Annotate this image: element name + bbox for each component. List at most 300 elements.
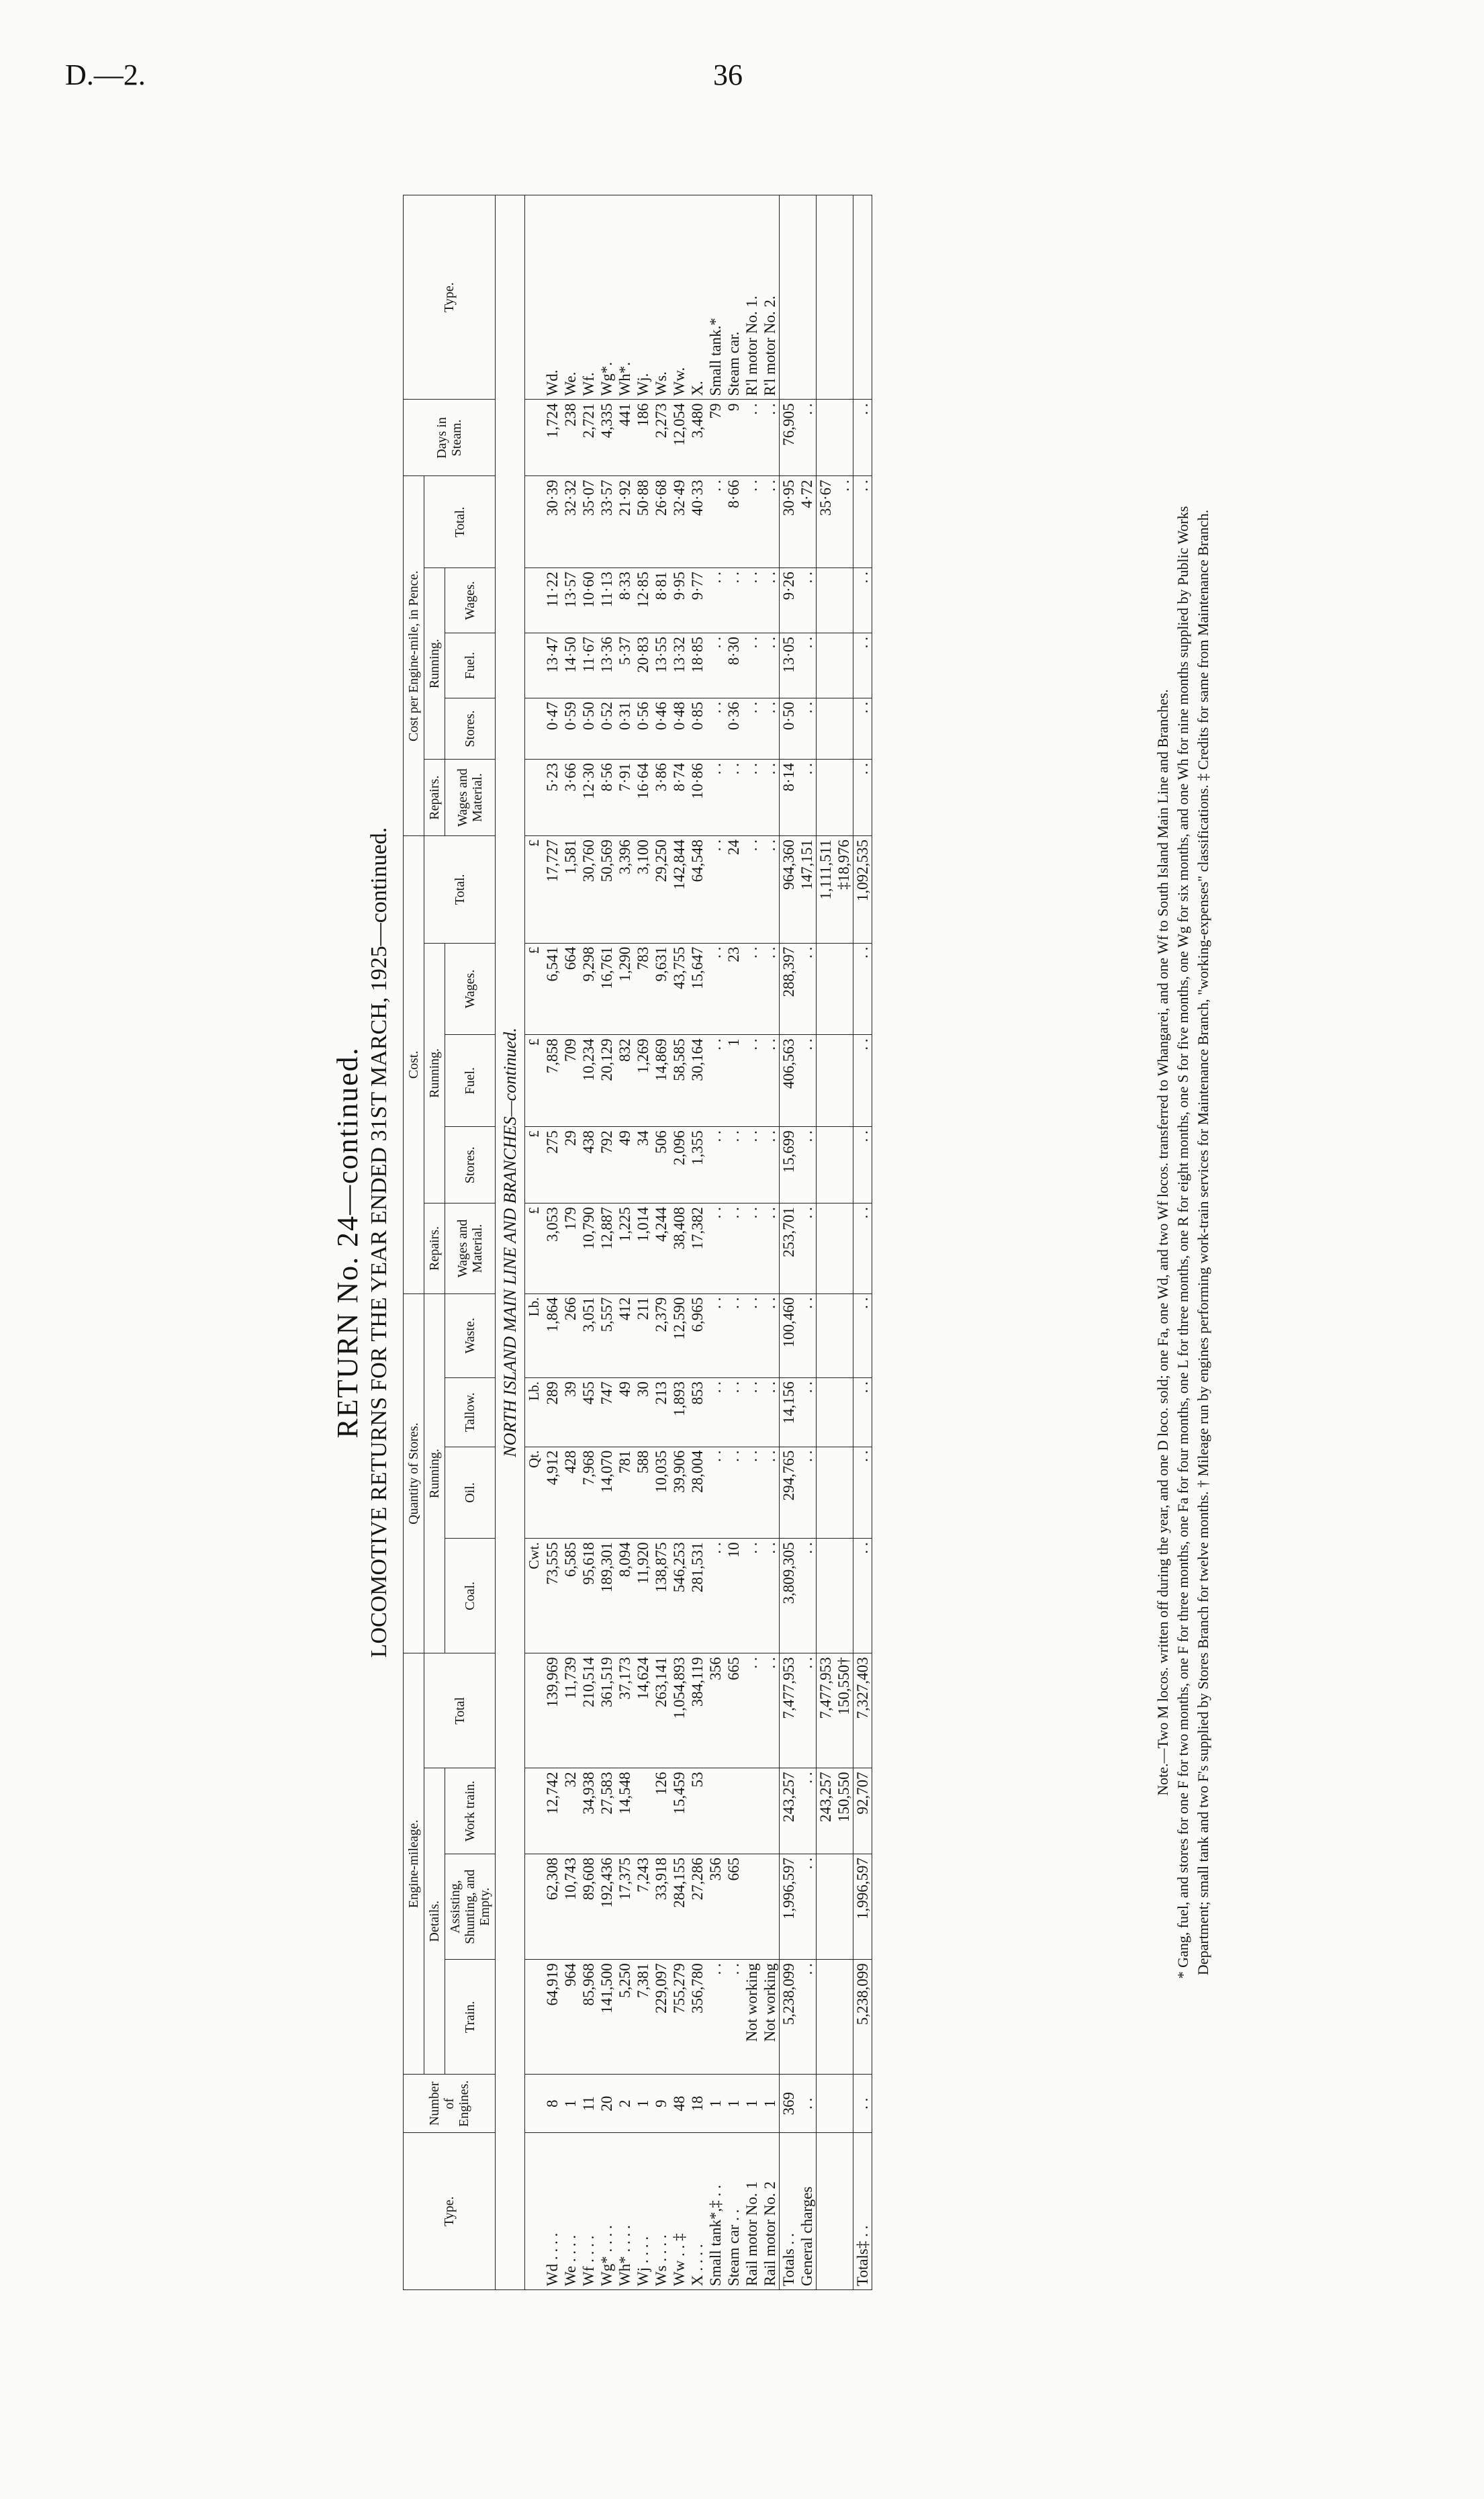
cell-c-tot: . . (761, 836, 780, 944)
section-row (496, 195, 525, 2290)
cell-c-sto: 792 (598, 1127, 616, 1203)
cell-type-r (780, 195, 798, 400)
cell-type: Wj . . . . (634, 2133, 652, 2290)
cell-type: Rail motor No. 2 (761, 2133, 780, 2290)
cell-type-r (835, 195, 853, 400)
cell-oil: . . (706, 1447, 725, 1539)
cell-oil: 14,070 (598, 1447, 616, 1539)
cell-coal: 95,618 (579, 1539, 598, 1653)
unit-cell: £ (525, 943, 544, 1035)
cell-oil: . . (853, 1447, 872, 1539)
cell-assist: 356 (706, 1854, 725, 1959)
cell-c-sto: 506 (652, 1127, 670, 1203)
cell-days: 186 (634, 400, 652, 476)
cell-num: 8 (543, 2075, 561, 2133)
subtotal-row (817, 195, 835, 2290)
cell-assist: 284,155 (670, 1854, 688, 1959)
col-cost-wages: Wages. (445, 943, 496, 1035)
cell-type: Wh* . . . . (616, 2133, 634, 2290)
col-repairs: Repairs. (424, 1203, 445, 1293)
cell-p-tot: 21·92 (616, 476, 634, 568)
col-work-train: Work train. (445, 1768, 496, 1854)
cell-p-fuel: 8·30 (725, 633, 743, 698)
cell-coal: . . (761, 1539, 780, 1653)
cell-coal: 189,301 (598, 1539, 616, 1653)
cell-num: 18 (688, 2075, 706, 2133)
cell-coal: 11,920 (634, 1539, 652, 1653)
cell-p-rep: . . (853, 760, 872, 836)
col-pence-wages-material: Wages and Material. (445, 760, 496, 836)
cell-c-rep: . . (725, 1203, 743, 1293)
cell-c-sto: 2,096 (670, 1127, 688, 1203)
cell-c-sto: . . (743, 1127, 761, 1203)
col-pence-repairs: Repairs. (424, 760, 445, 836)
cell-c-wag: 288,397 (780, 943, 798, 1035)
cell-total: . . (761, 1653, 780, 1768)
cell-assist: 62,308 (543, 1854, 561, 1959)
table-row (561, 195, 579, 2290)
cell-tallow: 455 (579, 1378, 598, 1447)
cell-train: 755,279 (670, 1960, 688, 2075)
cell-total: 139,969 (543, 1653, 561, 1768)
cell-c-tot: . . (743, 836, 761, 944)
cell-c-fuel: 58,585 (670, 1035, 688, 1127)
cell-c-sto: 275 (543, 1127, 561, 1203)
cell-p-rep: . . (706, 760, 725, 836)
cell-p-fuel: . . (798, 633, 817, 698)
cell-num: 9 (652, 2075, 670, 2133)
cell-p-wag: . . (725, 568, 743, 633)
cell-type: Steam car . . (725, 2133, 743, 2290)
cell-c-wag: 664 (561, 943, 579, 1035)
cell-p-fuel: . . (706, 633, 725, 698)
cell-p-rep: 8·74 (670, 760, 688, 836)
cell-c-rep (835, 1203, 853, 1293)
cell-coal: 10 (725, 1539, 743, 1653)
cell-p-fuel: 5·37 (616, 633, 634, 698)
cell-coal (817, 1539, 835, 1653)
cell-work: 126 (652, 1768, 670, 1854)
cell-c-fuel: 406,563 (780, 1035, 798, 1127)
cell-c-tot: ‡18,976 (835, 836, 853, 944)
cell-total: . . (743, 1653, 761, 1768)
cell-work (761, 1768, 780, 1854)
cell-num: 1 (634, 2075, 652, 2133)
cell-c-wag: 1,290 (616, 943, 634, 1035)
cell-c-tot: 50,569 (598, 836, 616, 944)
cell-c-rep: . . (761, 1203, 780, 1293)
cell-c-wag: . . (798, 943, 817, 1035)
cell-p-wag: 11·13 (598, 568, 616, 633)
cell-c-wag: 23 (725, 943, 743, 1035)
cell-c-tot: 3,396 (616, 836, 634, 944)
col-pence-stores: Stores. (445, 698, 496, 759)
cell-c-tot: 3,100 (634, 836, 652, 944)
cell-c-wag (835, 943, 853, 1035)
unit-cell: Lb. (525, 1378, 544, 1447)
cell-c-tot: . . (706, 836, 725, 944)
cell-c-rep: 17,382 (688, 1203, 706, 1293)
cell-days: 238 (561, 400, 579, 476)
cell-c-sto: 438 (579, 1127, 598, 1203)
cell-p-fuel (835, 633, 853, 698)
cell-p-wag: 8·81 (652, 568, 670, 633)
cell-p-wag: 10·60 (579, 568, 598, 633)
cell-days: 1,724 (543, 400, 561, 476)
cell-c-sto: . . (853, 1127, 872, 1203)
cell-total: 7,327,403 (853, 1653, 872, 1768)
cell-total: 263,141 (652, 1653, 670, 1768)
cell-work: . . (798, 1768, 817, 1854)
cell-days: 3,480 (688, 400, 706, 476)
cell-days: 4,335 (598, 400, 616, 476)
cell-p-tot: 8·66 (725, 476, 743, 568)
cell-type-r: Wf. (579, 195, 598, 400)
cell-waste: . . (853, 1293, 872, 1377)
unit-cell: Lb. (525, 1293, 544, 1377)
cell-p-fuel: . . (743, 633, 761, 698)
cell-num: 2 (616, 2075, 634, 2133)
cell-train: 5,238,099 (853, 1960, 872, 2075)
cell-c-rep: 1,014 (634, 1203, 652, 1293)
cell-p-fuel (817, 633, 835, 698)
cell-p-tot: 35·67 (817, 476, 835, 568)
cell-c-wag: 783 (634, 943, 652, 1035)
cell-p-wag: 13·57 (561, 568, 579, 633)
cell-c-fuel: 7,858 (543, 1035, 561, 1127)
col-type: Type. (404, 2133, 496, 2290)
subtotal-row (835, 195, 853, 2290)
cell-tallow: 213 (652, 1378, 670, 1447)
return-title: RETURN No. 24—continued. (331, 1046, 364, 1439)
cell-train: 141,500 (598, 1960, 616, 2075)
cell-total: 11,739 (561, 1653, 579, 1768)
cell-c-rep: 179 (561, 1203, 579, 1293)
cell-oil: 588 (634, 1447, 652, 1539)
cell-work (725, 1768, 743, 1854)
cell-c-tot: 64,548 (688, 836, 706, 944)
table-row (634, 195, 652, 2290)
table-row (688, 195, 706, 2290)
cell-train (835, 1960, 853, 2075)
cell-assist: 7,243 (634, 1854, 652, 1959)
cell-type-r: We. (561, 195, 579, 400)
cell-p-sto: 0·52 (598, 698, 616, 759)
cell-type-r (798, 195, 817, 400)
cell-days (817, 400, 835, 476)
cell-p-wag (835, 568, 853, 633)
cell-num: . . (853, 2075, 872, 2133)
col-cost-per-mile: Cost per Engine-mile, in Pence. (404, 476, 424, 836)
table-row (598, 195, 616, 2290)
cell-p-fuel: 13·55 (652, 633, 670, 698)
col-cost-stores: Stores. (445, 1127, 496, 1203)
cell-type: Wg* . . . . (598, 2133, 616, 2290)
cell-p-sto: . . (743, 698, 761, 759)
col-oil: Oil. (445, 1447, 496, 1539)
cell-p-rep: 8·14 (780, 760, 798, 836)
cell-waste: 5,557 (598, 1293, 616, 1377)
cell-c-fuel (835, 1035, 853, 1127)
cell-type (817, 2133, 835, 2290)
cell-p-tot: 33·57 (598, 476, 616, 568)
cell-type: Totals . . (780, 2133, 798, 2290)
cell-c-rep: 253,701 (780, 1203, 798, 1293)
cell-c-wag: . . (853, 943, 872, 1035)
cell-c-fuel: . . (706, 1035, 725, 1127)
cell-work: 34,938 (579, 1768, 598, 1854)
cell-c-wag: 6,541 (543, 943, 561, 1035)
cell-num: . . (798, 2075, 817, 2133)
table-row (616, 195, 634, 2290)
cell-c-rep: . . (743, 1203, 761, 1293)
cell-coal: 138,875 (652, 1539, 670, 1653)
cell-c-rep: 1,225 (616, 1203, 634, 1293)
cell-p-fuel: 13·36 (598, 633, 616, 698)
cell-days: . . (743, 400, 761, 476)
cell-p-sto: . . (761, 698, 780, 759)
cell-c-tot: 29,250 (652, 836, 670, 944)
col-cost-running: Running. (424, 943, 445, 1203)
cell-train: . . (725, 1960, 743, 2075)
cell-waste: 12,590 (670, 1293, 688, 1377)
cell-p-sto: . . (853, 698, 872, 759)
col-cost: Cost. (404, 836, 424, 1294)
cell-oil: 781 (616, 1447, 634, 1539)
cell-num: 20 (598, 2075, 616, 2133)
cell-tallow: . . (725, 1378, 743, 1447)
cell-type-r (817, 195, 835, 400)
col-cost-wages-material: Wages and Material. (445, 1203, 496, 1293)
note-main: Note.—Two M locos. written off during the year, and one D loco. sold; one Fa, one Wd, and two Wf locos. transferred to Whangarei, and one Wf to South Island Main Line and Branches. (1154, 689, 1171, 1796)
col-quantity-of-stores: Quantity of Stores. (404, 1293, 424, 1653)
cell-total: 361,519 (598, 1653, 616, 1768)
cell-waste: 2,379 (652, 1293, 670, 1377)
cell-train: 64,919 (543, 1960, 561, 2075)
col-cost-total: Total. (424, 836, 496, 944)
cell-type: We . . . . (561, 2133, 579, 2290)
cell-p-wag: . . (798, 568, 817, 633)
return-subtitle: LOCOMOTIVE RETURNS FOR THE YEAR ENDED 31ST MARCH, 1925—continued. (367, 827, 391, 1658)
cell-train: 85,968 (579, 1960, 598, 2075)
cell-p-rep: . . (743, 760, 761, 836)
cell-p-wag: 12·85 (634, 568, 652, 633)
cell-train: 5,238,099 (780, 1960, 798, 2075)
cell-c-wag: 9,298 (579, 943, 598, 1035)
cell-tallow (817, 1378, 835, 1447)
cell-type-r: Wj. (634, 195, 652, 400)
cell-assist (743, 1854, 761, 1959)
table-row (543, 195, 561, 2290)
cell-oil: . . (725, 1447, 743, 1539)
cell-oil: 28,004 (688, 1447, 706, 1539)
cell-total: . . (798, 1653, 817, 1768)
cell-p-sto: 0·46 (652, 698, 670, 759)
cell-p-rep: 3·66 (561, 760, 579, 836)
cell-coal: 6,585 (561, 1539, 579, 1653)
cell-coal: 281,531 (688, 1539, 706, 1653)
cell-days: 2,273 (652, 400, 670, 476)
cell-train: Not working (743, 1960, 761, 2075)
cell-tallow: . . (853, 1378, 872, 1447)
cell-c-sto: . . (761, 1127, 780, 1203)
cell-num: 1 (725, 2075, 743, 2133)
cell-c-sto (835, 1127, 853, 1203)
cell-c-rep: 12,887 (598, 1203, 616, 1293)
cell-num (835, 2075, 853, 2133)
cell-c-tot: 964,360 (780, 836, 798, 944)
cell-oil: . . (743, 1447, 761, 1539)
cell-coal: 8,094 (616, 1539, 634, 1653)
cell-tallow: . . (706, 1378, 725, 1447)
cell-c-wag: . . (761, 943, 780, 1035)
cell-tallow: 853 (688, 1378, 706, 1447)
cell-p-fuel: . . (761, 633, 780, 698)
cell-c-tot: 24 (725, 836, 743, 944)
cell-days: . . (853, 400, 872, 476)
cell-p-rep: 5·23 (543, 760, 561, 836)
final-totals-row (853, 195, 872, 2290)
cell-c-rep: 10,790 (579, 1203, 598, 1293)
cell-assist: 665 (725, 1854, 743, 1959)
cell-type-r (853, 195, 872, 400)
cell-waste: 412 (616, 1293, 634, 1377)
cell-c-rep: . . (853, 1203, 872, 1293)
cell-coal: 546,253 (670, 1539, 688, 1653)
cell-p-wag: . . (853, 568, 872, 633)
cell-type-r: Ww. (670, 195, 688, 400)
cell-waste: 1,864 (543, 1293, 561, 1377)
cell-c-tot: 1,092,535 (853, 836, 872, 944)
cell-p-tot: . . (835, 476, 853, 568)
cell-work: 92,707 (853, 1768, 872, 1854)
cell-days: . . (798, 400, 817, 476)
cell-c-fuel: 709 (561, 1035, 579, 1127)
col-train: Train. (445, 1960, 496, 2075)
cell-assist (761, 1854, 780, 1959)
cell-c-rep: 38,408 (670, 1203, 688, 1293)
col-tallow: Tallow. (445, 1378, 496, 1447)
cell-p-wag: . . (761, 568, 780, 633)
cell-type: Ws . . . . (652, 2133, 670, 2290)
cell-p-tot: . . (706, 476, 725, 568)
cell-p-tot: 30·95 (780, 476, 798, 568)
cell-p-tot: 40·33 (688, 476, 706, 568)
cell-train: . . (706, 1960, 725, 2075)
general-charges-row (798, 195, 817, 2290)
cell-p-sto: . . (798, 698, 817, 759)
cell-type-r: X. (688, 195, 706, 400)
rotated-table-block (330, 195, 1264, 2290)
cell-c-tot: 1,111,511 (817, 836, 835, 944)
cell-p-sto: 0·56 (634, 698, 652, 759)
cell-coal: . . (743, 1539, 761, 1653)
note-dagger: Department; small tank and two F's supplied by Stores Branch for twelve months. † Mileage run by engines performing work-train services for Maintenance Branch, "working-expenses" classifications. ‡ Credits for same from Maintenance Branch. (1195, 509, 1211, 1976)
cell-tallow: 39 (561, 1378, 579, 1447)
cell-work: 32 (561, 1768, 579, 1854)
cell-type: General charges (798, 2133, 817, 2290)
cell-c-wag: 16,761 (598, 943, 616, 1035)
cell-num: 1 (743, 2075, 761, 2133)
cell-c-fuel: 10,234 (579, 1035, 598, 1127)
cell-p-tot: . . (853, 476, 872, 568)
cell-p-rep: 8·56 (598, 760, 616, 836)
unit-cell: Qt. (525, 1447, 544, 1539)
cell-assist: 10,743 (561, 1854, 579, 1959)
cell-assist: 192,436 (598, 1854, 616, 1959)
cell-oil: 428 (561, 1447, 579, 1539)
cell-p-wag: . . (706, 568, 725, 633)
cell-c-sto: 15,699 (780, 1127, 798, 1203)
cell-c-wag: 15,647 (688, 943, 706, 1035)
cell-c-wag: . . (706, 943, 725, 1035)
cell-type: Ww . . ‡ (670, 2133, 688, 2290)
cell-oil: . . (761, 1447, 780, 1539)
totals-row (780, 195, 798, 2290)
page-code: D.—2. (65, 58, 146, 91)
cell-c-fuel: 1 (725, 1035, 743, 1127)
cell-c-fuel: . . (761, 1035, 780, 1127)
cell-total: 356 (706, 1653, 725, 1768)
cell-train (817, 1960, 835, 2075)
cell-c-rep: 3,053 (543, 1203, 561, 1293)
cell-type: Small tank*,‡ . . (706, 2133, 725, 2290)
cell-assist: 89,608 (579, 1854, 598, 1959)
col-type-right: Type. (404, 195, 496, 400)
cell-tallow: 1,893 (670, 1378, 688, 1447)
cell-tallow: . . (743, 1378, 761, 1447)
cell-type-r: Small tank.* (706, 195, 725, 400)
cell-p-wag: 8·33 (616, 568, 634, 633)
cell-c-fuel: 14,869 (652, 1035, 670, 1127)
cell-total: 384,119 (688, 1653, 706, 1768)
cell-type: Wf . . . . (579, 2133, 598, 2290)
col-pence-fuel: Fuel. (445, 633, 496, 698)
cell-oil (817, 1447, 835, 1539)
cell-p-fuel: 14·50 (561, 633, 579, 698)
cell-p-rep: 3·86 (652, 760, 670, 836)
cell-oil: 10,035 (652, 1447, 670, 1539)
cell-assist: 27,286 (688, 1854, 706, 1959)
cell-days (835, 400, 853, 476)
cell-waste: 100,460 (780, 1293, 798, 1377)
cell-num: 1 (761, 2075, 780, 2133)
cell-work: 14,548 (616, 1768, 634, 1854)
cell-tallow: 747 (598, 1378, 616, 1447)
cell-c-fuel (817, 1035, 835, 1127)
cell-p-rep: . . (798, 760, 817, 836)
col-assisting: Assisting, Shunting, and Empty. (445, 1854, 496, 1959)
cell-oil: 7,968 (579, 1447, 598, 1539)
cell-p-fuel: 13·05 (780, 633, 798, 698)
cell-assist (817, 1854, 835, 1959)
cell-oil: 294,765 (780, 1447, 798, 1539)
cell-c-rep: . . (798, 1203, 817, 1293)
units-row (525, 195, 544, 2290)
cell-p-tot: 30·39 (543, 476, 561, 568)
cell-work: 12,742 (543, 1768, 561, 1854)
cell-c-rep: 4,244 (652, 1203, 670, 1293)
cell-p-wag: 11·22 (543, 568, 561, 633)
cell-coal: 3,809,305 (780, 1539, 798, 1653)
cell-c-fuel: 20,129 (598, 1035, 616, 1127)
cell-oil: 39,906 (670, 1447, 688, 1539)
cell-tallow: 49 (616, 1378, 634, 1447)
cell-days: 9 (725, 400, 743, 476)
cell-waste (817, 1293, 835, 1377)
cell-p-rep: . . (725, 760, 743, 836)
cell-num (817, 2075, 835, 2133)
